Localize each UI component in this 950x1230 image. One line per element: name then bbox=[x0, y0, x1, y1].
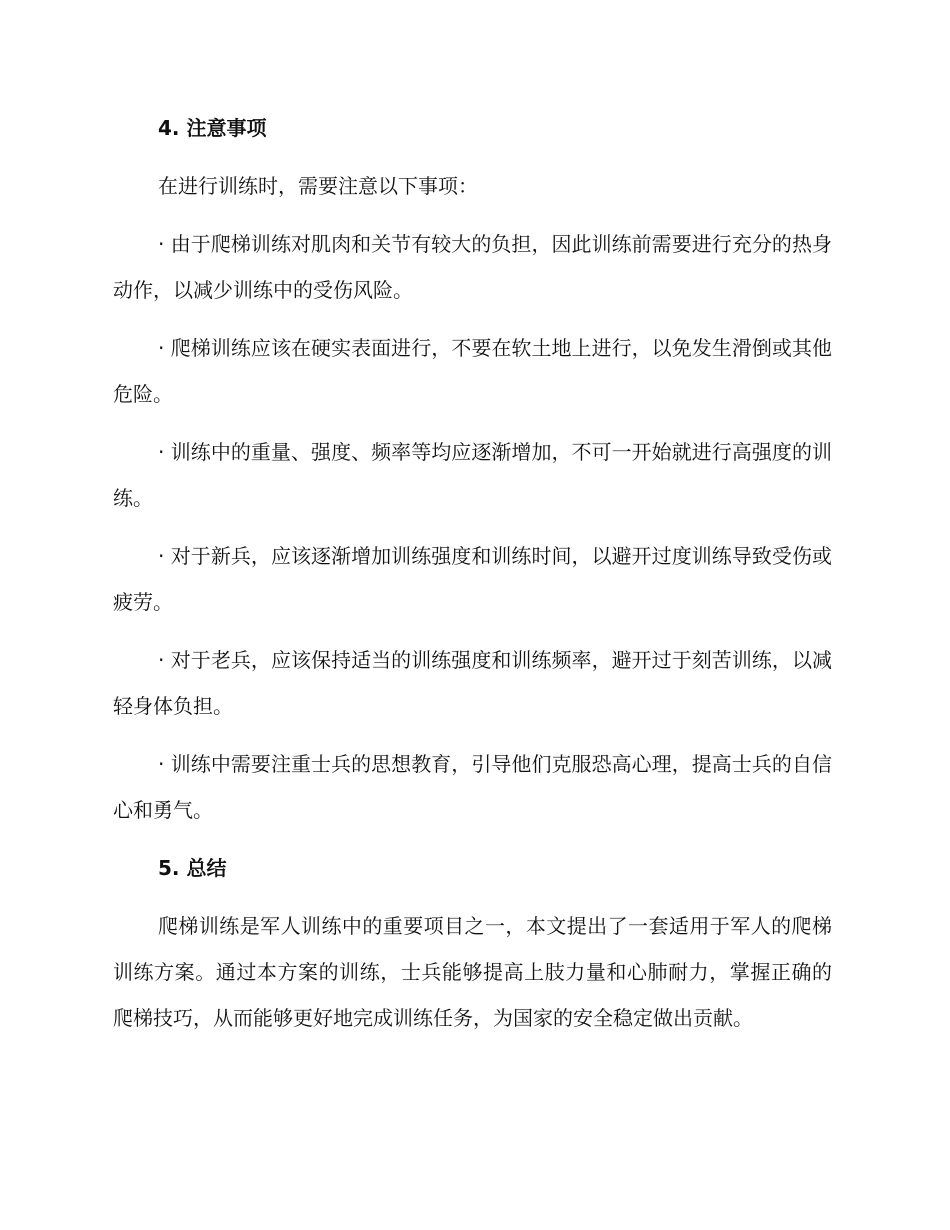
precaution-item-4: · 对于新兵，应该逐渐增加训练强度和训练时间，以避开过度训练导致受伤或疲劳。 bbox=[113, 544, 832, 614]
precaution-item-2: · 爬梯训练应该在硬实表面进行，不要在软土地上进行，以免发生滑倒或其他危险。 bbox=[113, 336, 832, 406]
section-heading-summary: 5. 总结 bbox=[158, 856, 227, 880]
precaution-item-3: · 训练中的重量、强度、频率等均应逐渐增加，不可一开始就进行高强度的训练。 bbox=[113, 440, 832, 510]
precautions-intro: 在进行训练时，需要注意以下事项： bbox=[158, 174, 478, 198]
precaution-item-1: · 由于爬梯训练对肌肉和关节有较大的负担，因此训练前需要进行充分的热身动作，以减少训练中的受伤风险。 bbox=[113, 232, 832, 302]
section-heading-precautions: 4. 注意事项 bbox=[158, 116, 267, 140]
summary-paragraph: 爬梯训练是军人训练中的重要项目之一，本文提出了一套适用于军人的爬梯训练方案。通过本方案的训练，士兵能够提高上肢力量和心肺耐力，掌握正确的爬梯技巧，从而能够更好地完成训练任务，为国家的安全稳定做出贡献。 bbox=[113, 914, 832, 1030]
precaution-item-5: · 对于老兵，应该保持适当的训练强度和训练频率，避开过于刻苦训练，以减轻身体负担。 bbox=[113, 648, 832, 718]
precaution-item-6: · 训练中需要注重士兵的思想教育，引导他们克服恐高心理，提高士兵的自信心和勇气。 bbox=[113, 752, 832, 822]
